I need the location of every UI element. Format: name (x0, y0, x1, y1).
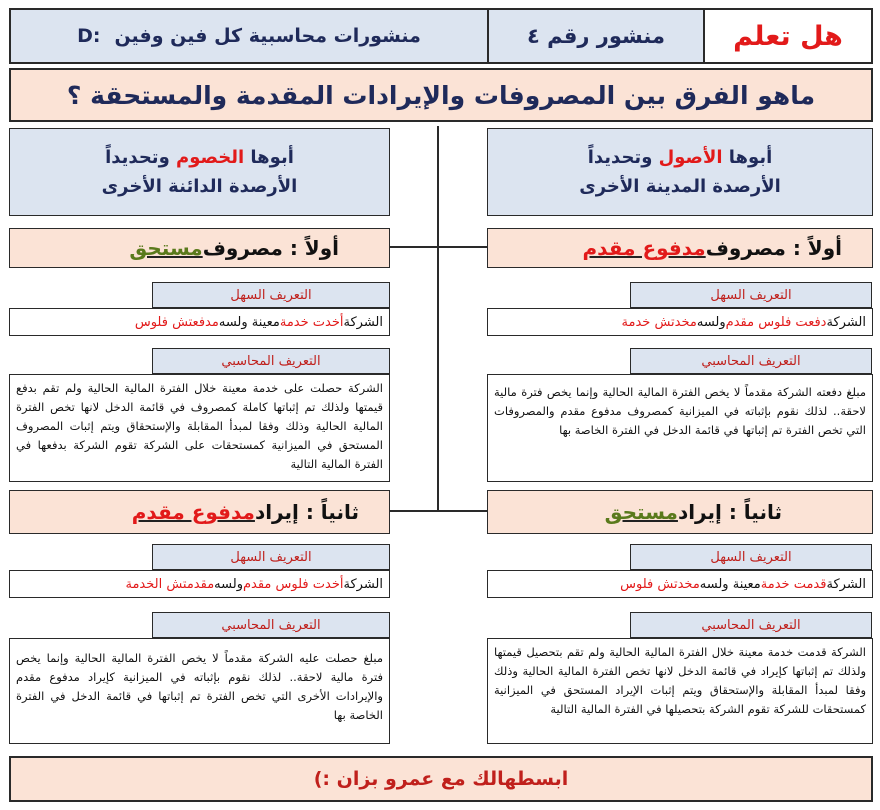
did-you-know-title: هل تعلم (733, 20, 843, 52)
left-parent-line2: الأرصدة الدائنة الأخرى (101, 176, 298, 197)
post-number-cell (487, 10, 703, 62)
left-acct-label-1: التعريف المحاسبي (152, 348, 390, 374)
right-acct-label-1: التعريف المحاسبي (630, 348, 872, 374)
series-title-cell (11, 10, 487, 62)
right-easy-label-1: التعريف السهل (630, 282, 872, 308)
left-easy-label-2: التعريف السهل (152, 544, 390, 570)
right-easy-def-1: الشركة دفعت فلوس مقدم ولسه مخدتش خدمة (487, 308, 873, 336)
left-acct-def-1: الشركة حصلت على خدمة معينة خلال الفترة المالية الحالية ولم تقم بدفع قيمتها ولذلك تم إثباتها كاملة كمصروف في قائمة الدخل لانها تخص الفترة المالية الحالية وذلك وفقا لمبدأ المقابلة والإستحقاق ويتم إثبات المصروف المستحق في الميزانية كمستحقات على الشركة تقوم الشركة بدفعها في الفترة المالية التالية (9, 374, 390, 482)
left-parent-box (9, 128, 390, 216)
did-you-know-cell (703, 10, 871, 62)
left-second-heading: ثانياً : إيراد مدفوع مقدم (9, 490, 390, 534)
emoji-text: D: (77, 25, 101, 47)
second-row-connector (390, 510, 488, 512)
accrued-revenue-term: مستحق (604, 500, 678, 524)
footer-banner (9, 756, 873, 802)
left-acct-def-2: مبلغ حصلت عليه الشركة مقدماً لا يخص الفترة المالية الحالية وإنما يخص فترة مالية لاحقة.. لذلك نقوم بإثباته في الميزانية كإيراد مدفوع مقدم والإيرادات الأخرى التي تخص الفترة تم إثباتها في قائمة الدخل في الفترة الخاصة بها (9, 638, 390, 744)
series-title: منشورات محاسبية كل فين وفين (114, 25, 421, 47)
left-easy-def-2: الشركة أخدت فلوس مقدم ولسه مقدمتش الخدمة (9, 570, 390, 598)
right-acct-def-1: مبلغ دفعته الشركة مقدماً لا يخص الفترة المالية الحالية وإنما يخص فترة مالية لاحقة.. لذلك نقوم بإثباته في الميزانية كمصروف مدفوع مقدم والمصروفات التي تخص الفترة تم إثباتها في قائمة الدخل في الفترة الخاصة بها (487, 374, 873, 482)
prepaid-expense-term: مدفوع مقدم (582, 236, 706, 260)
footer-text: ابسطهالك مع عمرو بزان :) (313, 768, 569, 790)
deferred-revenue-term: مدفوع مقدم (131, 500, 255, 524)
right-easy-def-2: الشركة قدمت خدمة معينة ولسه مخدتش فلوس (487, 570, 873, 598)
right-first-heading: أولاً : مصروف مدفوع مقدم (487, 228, 873, 268)
right-second-heading: ثانياً : إيراد مستحق (487, 490, 873, 534)
right-acct-def-2: الشركة قدمت خدمة معينة خلال الفترة المالية الحالية ولم تقم بتحصيل قيمتها ولذلك تم إثباتها كإيراد في قائمة الدخل لانها تخص الفترة المالية الحالية وذلك وفقا لمبدأ المقابلة والإستحقاق ويتم إثبات الإيراد المستحق في الميزانية كمستحقات للشركة تقوم الشركة بتحصيلها في الفترة المالية التالية (487, 638, 873, 744)
first-row-connector (390, 246, 488, 248)
left-parent-line1: أبوها الخصوم وتحديداً (105, 147, 294, 168)
question-text: ماهو الفرق بين المصروفات والإيرادات المقدمة والمستحقة ؟ (66, 80, 816, 110)
accrued-expense-term: مستحق (129, 236, 203, 260)
left-easy-def-1: الشركة أخدت خدمة معينة ولسه مدفعتش فلوس (9, 308, 390, 336)
post-number: منشور رقم ٤ (527, 24, 665, 48)
center-vertical-line (437, 126, 439, 510)
right-easy-label-2: التعريف السهل (630, 544, 872, 570)
left-easy-label-1: التعريف السهل (152, 282, 390, 308)
question-banner (9, 68, 873, 122)
right-parent-box (487, 128, 873, 216)
left-first-heading: أولاً : مصروف مستحق (9, 228, 390, 268)
left-acct-label-2: التعريف المحاسبي (152, 612, 390, 638)
right-parent-line1: أبوها الأصول وتحديداً (587, 147, 773, 168)
right-acct-label-2: التعريف المحاسبي (630, 612, 872, 638)
right-parent-line2: الأرصدة المدينة الأخرى (579, 176, 781, 197)
